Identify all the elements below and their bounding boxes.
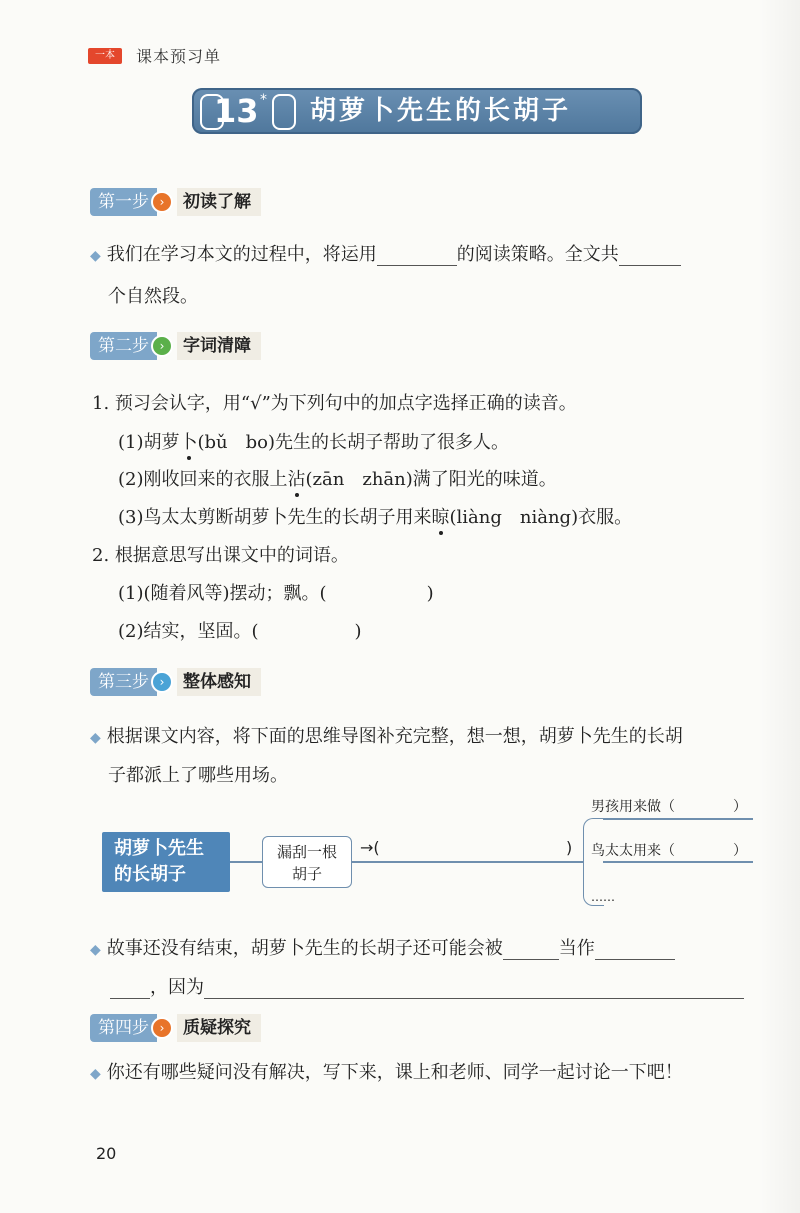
- diamond-bullet-icon: ◆: [90, 1066, 101, 1082]
- step1-line1: [90, 240, 681, 266]
- close-paren: ）: [733, 799, 747, 815]
- step4-text: [90, 1058, 683, 1084]
- branch-3: ……: [591, 890, 615, 904]
- dotted-char: 沾: [288, 465, 306, 491]
- arrow-right-icon: ›: [151, 191, 173, 213]
- step-name: 初读了解: [177, 188, 261, 216]
- branch-2: [591, 840, 747, 860]
- step3-intro-text: 根据课文内容，将下面的思维导图补充完整，想一想，胡萝卜先生的长胡: [106, 726, 683, 747]
- step-label: 第一步: [90, 188, 157, 216]
- step3-question-line2: [110, 973, 744, 999]
- diamond-bullet-icon: ◆: [90, 942, 101, 958]
- sentence-2: [118, 465, 557, 491]
- dotted-char: 卜: [180, 428, 198, 454]
- step-label: 第二步: [90, 332, 157, 360]
- branch-line: [603, 818, 753, 820]
- word-1: [118, 579, 434, 605]
- word-2: [118, 617, 362, 643]
- pinyin-choice[interactable]: (bǔ bo)先生的长胡子帮助了很多人。: [197, 432, 510, 453]
- step-label: 第三步: [90, 668, 157, 696]
- series-logo: 一本: [88, 48, 122, 64]
- lesson-star: *: [260, 92, 267, 108]
- page-edge-shadow: [760, 0, 800, 1213]
- branch-1: [591, 796, 747, 816]
- step-4-heading: [90, 1014, 261, 1042]
- close-paren: ): [426, 583, 434, 604]
- sentence-3: [118, 503, 632, 529]
- lesson-title-banner: [192, 88, 642, 134]
- mindmap-root: [102, 832, 230, 892]
- dotted-char: 晾: [432, 503, 450, 529]
- title-bracket-right: [272, 94, 296, 130]
- step3-intro-line1: [90, 722, 683, 748]
- sentence-text: (3)鸟太太剪断胡萝卜先生的长胡子用来: [118, 507, 432, 528]
- sentence-1: [118, 428, 509, 454]
- lesson-number: 13: [214, 92, 259, 130]
- answer-blank[interactable]: [204, 976, 744, 999]
- step3-intro-line2: 子都派上了哪些用场。: [108, 765, 288, 786]
- step-label: 第四步: [90, 1014, 157, 1042]
- pinyin-choice[interactable]: (liàng niàng)衣服。: [449, 507, 633, 528]
- step1-text-a: 我们在学习本文的过程中，将运用: [106, 244, 377, 265]
- step4-question: 你还有哪些疑问没有解决，写下来，课上和老师、同学一起讨论一下吧！: [106, 1062, 683, 1083]
- answer-blank[interactable]: [503, 937, 559, 960]
- connector-line: [230, 861, 262, 863]
- branch-text: 男孩用来做（: [591, 799, 675, 815]
- word-prompt: (1)(随着风等)摆动；飘。(: [118, 583, 327, 604]
- mindmap-arrow-close: ): [566, 838, 573, 857]
- mindmap-node: [262, 836, 352, 888]
- step3-question-line1: [90, 934, 675, 960]
- question-1: 1. 预习会认字，用“√”为下列句中的加点字选择正确的读音。: [92, 393, 577, 414]
- header-label: 课本预习单: [136, 47, 222, 66]
- step-name: 整体感知: [177, 668, 261, 696]
- diamond-bullet-icon: ◆: [90, 248, 101, 264]
- step1-text-c: 个自然段。: [108, 286, 198, 307]
- arrow-right-icon: ›: [151, 1017, 173, 1039]
- root-line2: 的长胡子: [114, 864, 186, 885]
- step-3-heading: [90, 668, 261, 696]
- mindmap-arrow: →(: [360, 838, 380, 857]
- answer-blank[interactable]: [377, 243, 457, 266]
- step3-question-text: 故事还没有结束，胡萝卜先生的长胡子还可能会被: [106, 938, 503, 959]
- close-paren: ): [354, 621, 362, 642]
- step-name: 质疑探究: [177, 1014, 261, 1042]
- close-paren: ）: [733, 843, 747, 859]
- step1-text-b: 的阅读策略。全文共: [456, 244, 619, 265]
- node-line1: 漏刮一根: [276, 843, 337, 861]
- step-1-heading: [90, 188, 261, 216]
- word-prompt: (2)结实，坚固。(: [118, 621, 259, 642]
- sentence-text: (1)胡萝: [118, 432, 180, 453]
- pinyin-choice[interactable]: (zān zhān)满了阳光的味道。: [305, 469, 557, 490]
- step1-line2: [108, 282, 198, 308]
- answer-blank[interactable]: [619, 243, 681, 266]
- question-2: 2. 根据意思写出课文中的词语。: [92, 545, 349, 566]
- sentence-text: (2)刚收回来的衣服上: [118, 469, 288, 490]
- step3-question-text: ，因为: [150, 977, 204, 998]
- page-number: 20: [96, 1144, 117, 1163]
- branch-text: 鸟太太用来（: [591, 843, 675, 859]
- answer-blank[interactable]: [110, 976, 150, 999]
- arrow-right-icon: ›: [151, 671, 173, 693]
- arrow-right-icon: ›: [151, 335, 173, 357]
- step3-question-text: 当作: [558, 938, 595, 959]
- root-line1: 胡萝卜先生: [114, 838, 204, 859]
- step-2-heading: [90, 332, 261, 360]
- header: [88, 44, 221, 67]
- branch-line: [603, 861, 753, 863]
- step-name: 字词清障: [177, 332, 261, 360]
- diamond-bullet-icon: ◆: [90, 730, 101, 746]
- lesson-title: 胡萝卜先生的长胡子: [310, 96, 572, 126]
- connector-line: [352, 861, 584, 863]
- answer-blank[interactable]: [595, 937, 675, 960]
- node-line2: 胡子: [291, 865, 322, 883]
